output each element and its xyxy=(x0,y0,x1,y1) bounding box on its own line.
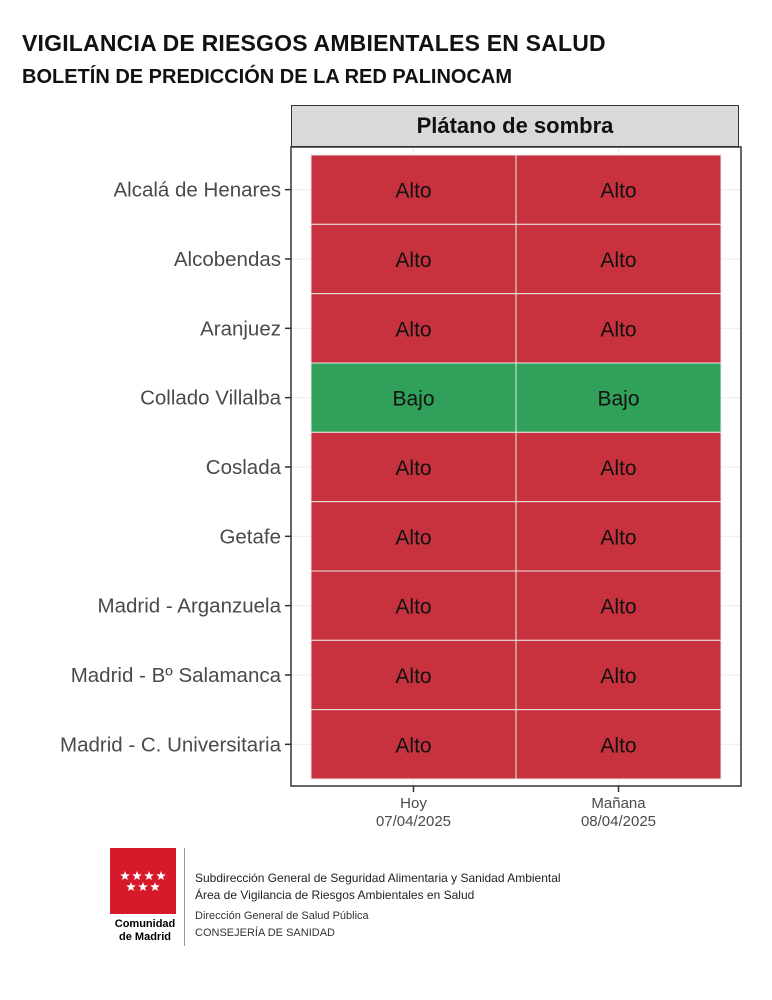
cell-label: Bajo xyxy=(597,387,640,411)
cell-label: Alto xyxy=(395,665,432,688)
cell-label: Alto xyxy=(600,457,637,480)
cell-label: Alto xyxy=(600,318,637,342)
x-tick-date: 08/04/2025 xyxy=(580,813,657,830)
panel-title: Plátano de sombra xyxy=(291,105,739,147)
x-tick-date: 07/04/2025 xyxy=(375,813,452,830)
cell-label: Alto xyxy=(395,734,432,758)
y-tick-label: Alcobendas xyxy=(173,248,281,271)
page-title: VIGILANCIA DE RIESGOS AMBIENTALES EN SALUD xyxy=(22,30,606,56)
y-tick-label: Getafe xyxy=(219,525,281,549)
x-tick-label: Hoy xyxy=(400,795,427,812)
logo-line-1: Comunidad xyxy=(114,918,176,930)
footer-line-4: CONSEJERÍA DE SANIDAD xyxy=(195,927,335,939)
footer-line-1: Subdirección General de Seguridad Alimentaria y Sanidad Ambiental xyxy=(195,871,561,885)
y-tick-label: Aranjuez xyxy=(200,317,281,341)
y-tick-label: Alcalá de Henares xyxy=(113,178,281,202)
comunidad-de-madrid-stars-icon xyxy=(110,848,176,914)
footer-info xyxy=(195,870,561,942)
footer-divider xyxy=(184,848,185,946)
cell-label: Alto xyxy=(395,179,432,203)
cell-label: Alto xyxy=(600,526,637,550)
cell-label: Alto xyxy=(600,595,637,619)
cell-label: Alto xyxy=(600,734,637,758)
cell-label: Alto xyxy=(600,249,637,272)
cell-label: Alto xyxy=(395,526,432,550)
cell-label: Alto xyxy=(395,318,432,342)
logo-line-2: de Madrid xyxy=(119,931,171,943)
cell-label: Alto xyxy=(600,665,637,688)
page-subtitle: BOLETÍN DE PREDICCIÓN DE LA RED PALINOCAM xyxy=(22,66,513,88)
cell-label: Alto xyxy=(600,179,637,203)
y-tick-label: Collado Villalba xyxy=(140,386,281,410)
cell-label: Alto xyxy=(395,249,432,272)
cell-label: Alto xyxy=(395,595,432,619)
footer-line-2: Área de Vigilancia de Riesgos Ambientales en Salud xyxy=(195,888,475,902)
y-tick-label: Coslada xyxy=(205,456,281,479)
y-tick-label: Madrid - Arganzuela xyxy=(97,594,281,618)
footer-line-3: Dirección General de Salud Pública xyxy=(195,910,369,922)
x-tick-label: Mañana xyxy=(591,795,646,812)
y-tick-label: Madrid - C. Universitaria xyxy=(60,733,281,757)
cell-label: Alto xyxy=(395,457,432,480)
cell-label: Bajo xyxy=(392,387,435,411)
y-tick-label: Madrid - Bº Salamanca xyxy=(70,664,281,687)
